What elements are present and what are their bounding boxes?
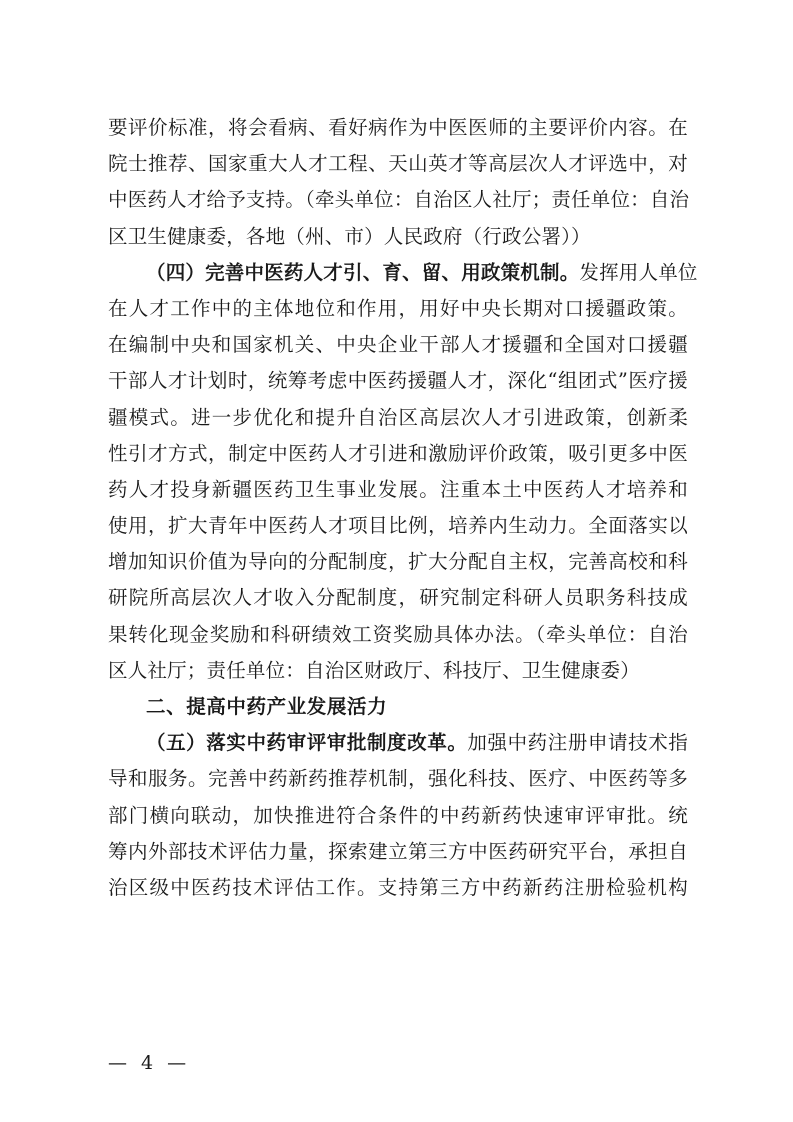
text-line: 院士推荐、国家重大人才工程、天山英才等高层次人才评选中，对: [108, 152, 688, 176]
text-run: 发挥用人单位: [579, 260, 698, 284]
text-line: 部门横向联动，加快推进符合条件的中药新药快速审评审批。统: [108, 803, 688, 827]
paragraph-talent-policy: [108, 255, 698, 689]
text-line: 研院所高层次人才收入分配制度，研究制定科研人员职务科技成: [108, 586, 688, 610]
text-line: 导和服务。完善中药新药推荐机制，强化科技、医疗、中医药等多: [108, 767, 688, 791]
paragraph-tcm-review-reform: [108, 725, 688, 906]
text-line: 性引才方式，制定中医药人才引进和激励评价政策，吸引更多中医: [108, 441, 688, 465]
text-line: 果转化现金奖励和科研绩效工资奖励具体办法。（牵头单位：自治: [108, 622, 688, 646]
text-line: 治区级中医药技术评估工作。支持第三方中药新药注册检验机构: [108, 875, 688, 899]
paragraph-lead-line: [108, 725, 688, 761]
text-line: 疆模式。进一步优化和提升自治区高层次人才引进政策，创新柔: [108, 405, 688, 429]
text-line: 区卫生健康委，各地（州、市）人民政府（行政公署））: [108, 224, 591, 248]
text-run: 加强中药注册申请技术指: [467, 731, 689, 755]
text-line: 筹内外部技术评估力量，探索建立第三方中医药研究平台，承担自: [108, 839, 688, 863]
subsection-title-5: （五）落实中药审评审批制度改革。: [146, 731, 468, 755]
document-body: [108, 110, 698, 906]
text-line: 在人才工作中的主体地位和作用，用好中央长期对口援疆政策。: [108, 296, 688, 320]
section-heading: 二、提高中药产业发展活力: [146, 695, 388, 718]
text-line: 使用，扩大青年中医药人才项目比例，培养内生动力。全面落实以: [108, 514, 688, 538]
text-line: 干部人才计划时，统筹考虑中医药援疆人才，深化“组团式”医疗援: [108, 369, 688, 393]
subsection-title-4: （四）完善中医药人才引、育、留、用政策机制。: [146, 260, 580, 284]
text-line: 药人才投身新疆医药卫生事业发展。注重本土中医药人才培养和: [108, 477, 688, 501]
text-line: 在编制中央和国家机关、中央企业干部人才援疆和全国对口援疆: [108, 333, 688, 357]
paragraph-lead-line: [108, 255, 698, 291]
text-line: 增加知识价值为导向的分配制度，扩大分配自主权，完善高校和科: [108, 550, 688, 574]
paragraph-evaluation-standards: [108, 110, 688, 255]
text-line: 要评价标准，将会看病、看好病作为中医医师的主要评价内容。在: [108, 116, 688, 139]
text-line: 区人社厅；责任单位：自治区财政厅、科技厅、卫生健康委）: [108, 658, 640, 682]
text-line: 中医药人才给予支持。（牵头单位：自治区人社厅；责任单位：自治: [108, 188, 690, 212]
page-number: — 4 —: [108, 1052, 191, 1074]
